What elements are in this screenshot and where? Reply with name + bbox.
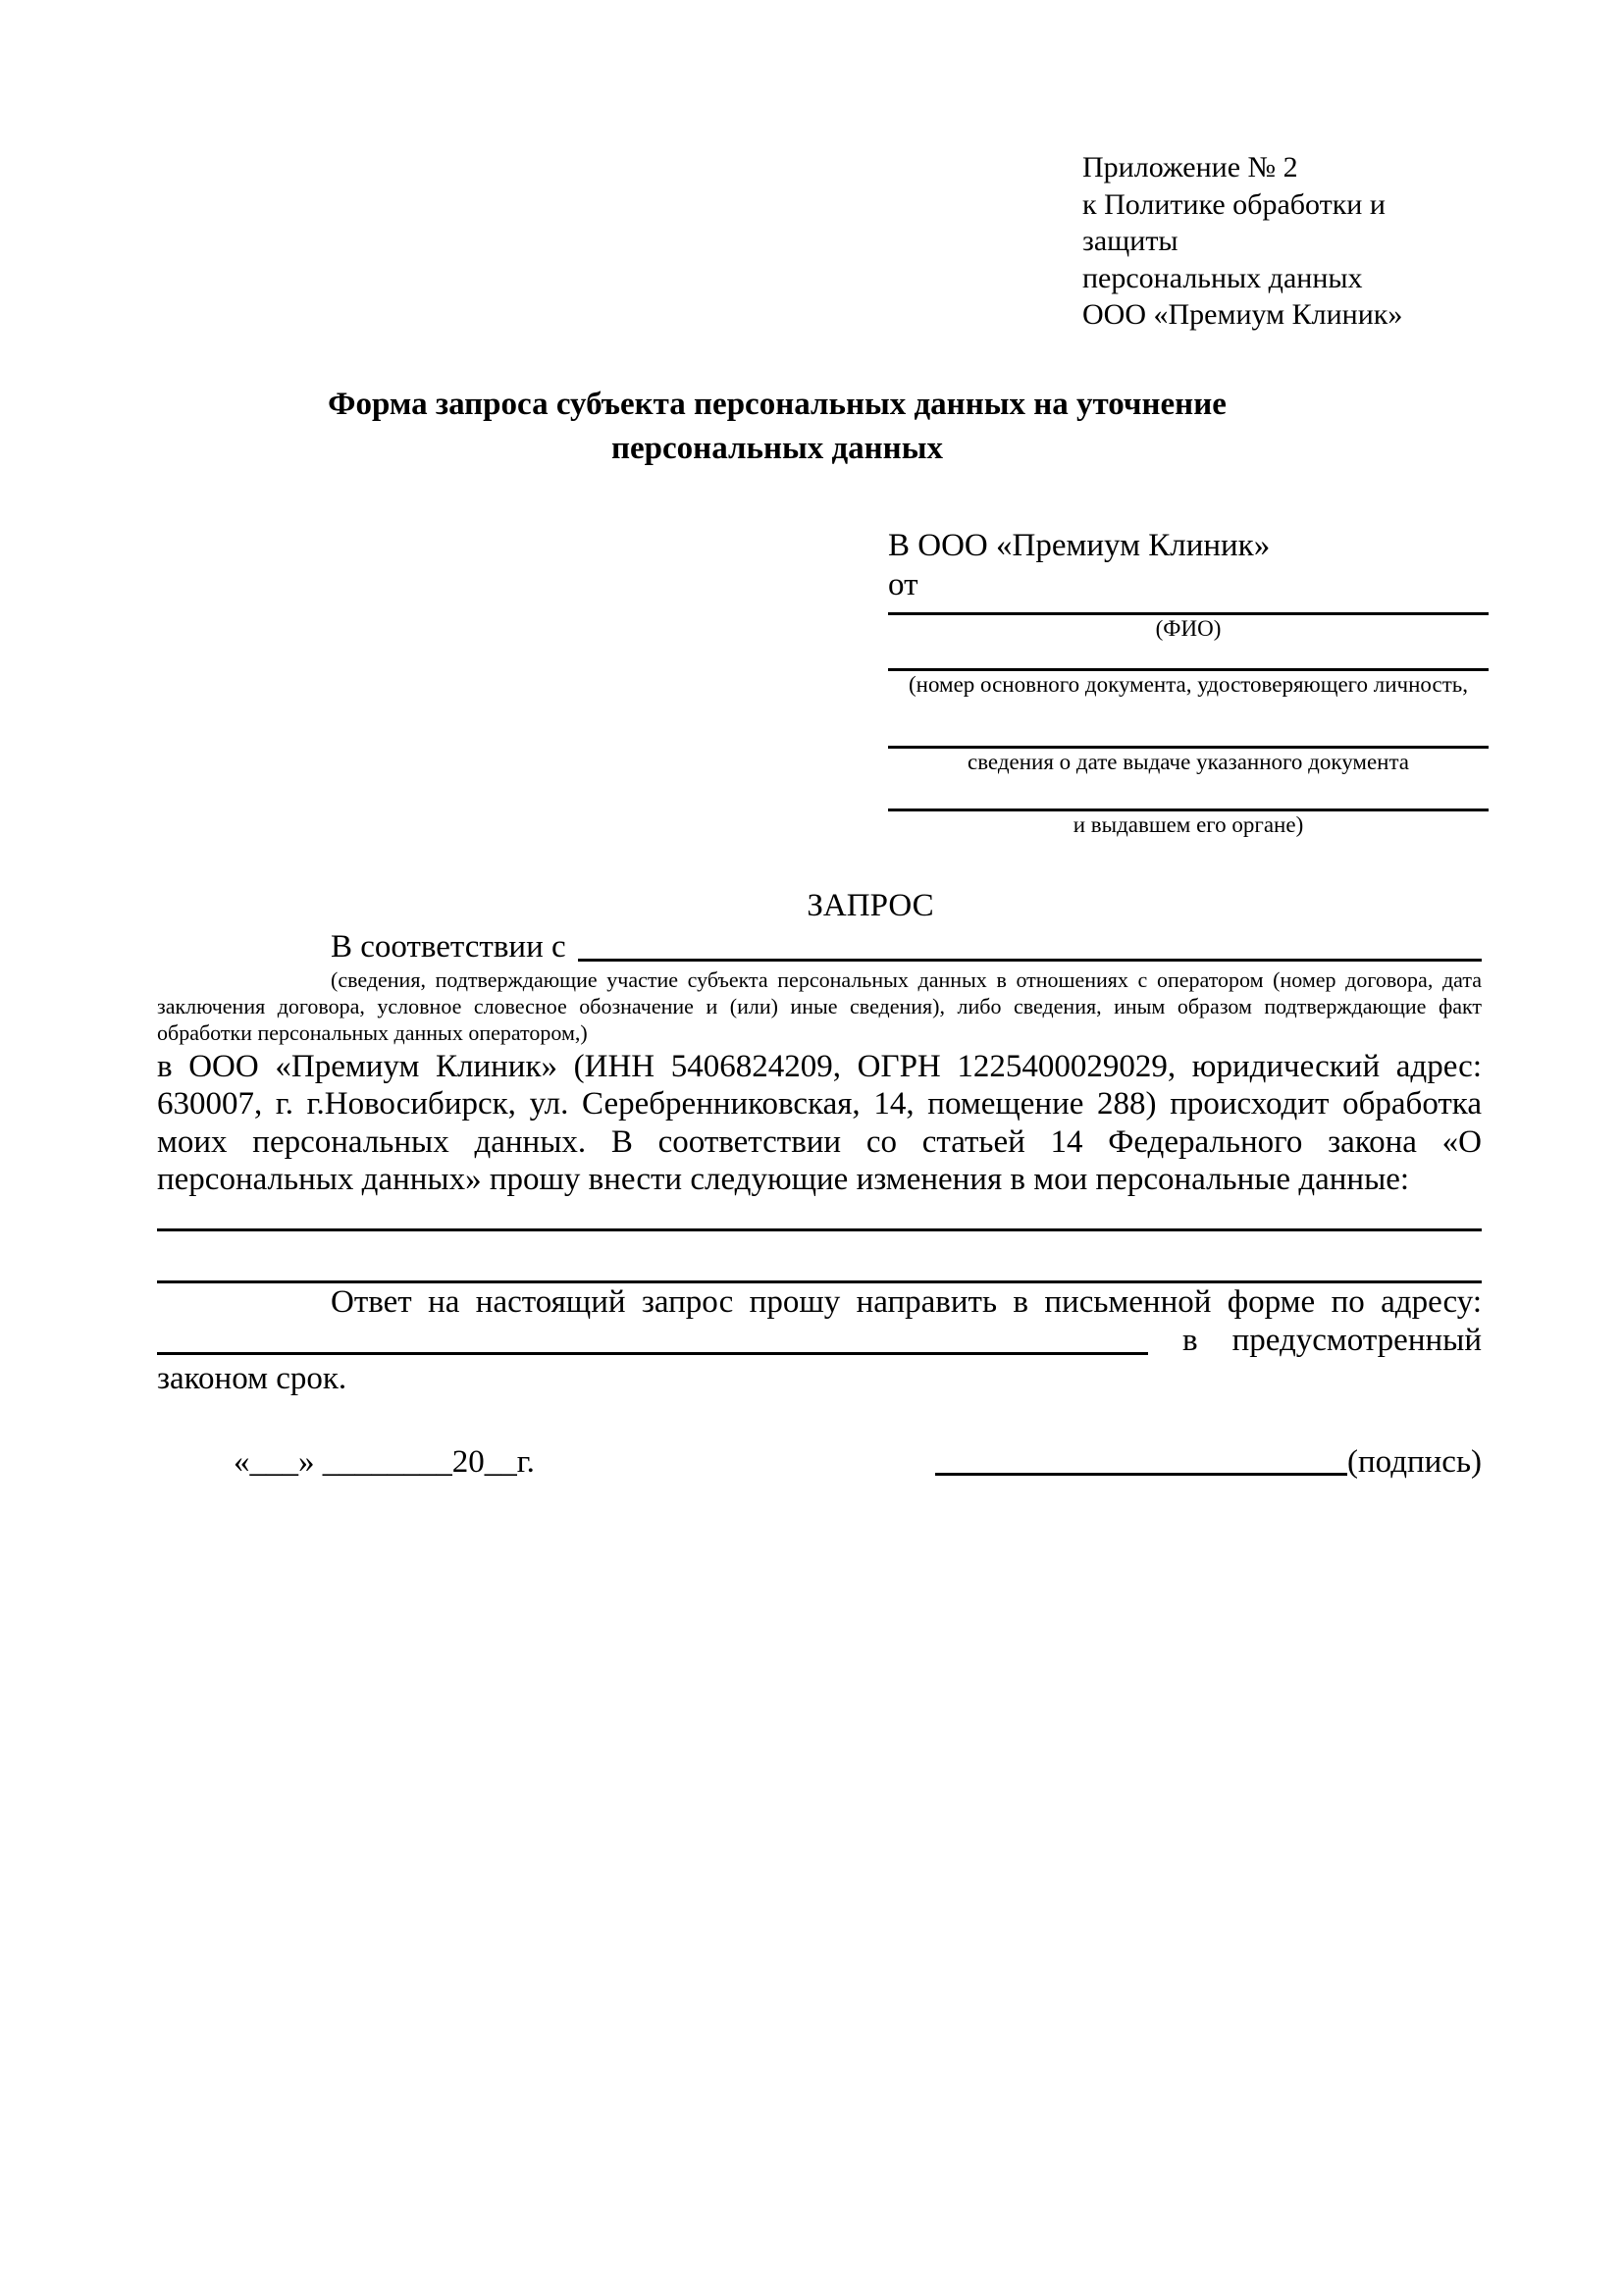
response-word-predusmotrennyj: предусмотренный bbox=[1231, 1322, 1482, 1358]
accordance-note: (сведения, подтверждающие участие субъекта персональных данных в отношениях с оператором (номер договора, дата заключения договора, условное словесное обозначение и (или) иные сведения), либо сведения, иным образом подтверждающие факт обработки персональных данных оператором,) bbox=[157, 966, 1482, 1045]
document-title: Форма запроса субъекта персональных данных на уточнение персональных данных bbox=[328, 386, 1227, 466]
appendix-line: персональных данных bbox=[1082, 261, 1363, 294]
document-number-field bbox=[888, 668, 1489, 699]
issue-date-field bbox=[888, 746, 1489, 776]
appendix-line: Приложение № 2 bbox=[1082, 151, 1298, 183]
date-signature-row bbox=[157, 1443, 1482, 1482]
response-address-row bbox=[157, 1322, 1482, 1360]
document-number-caption: (номер основного документа, удостоверяющего личность, bbox=[908, 671, 1468, 697]
appendix-line: ООО «Премиум Клиник» bbox=[1082, 298, 1403, 331]
accordance-row bbox=[157, 927, 1482, 966]
issuing-authority-caption: и выдавшем его органе) bbox=[1073, 811, 1304, 837]
signature-caption: (подпись) bbox=[1347, 1443, 1482, 1480]
appendix-block bbox=[1082, 149, 1482, 334]
fio-field bbox=[888, 612, 1489, 643]
accordance-blank-line bbox=[578, 927, 1482, 962]
changes-blank-line-1 bbox=[157, 1199, 1482, 1231]
response-paragraph-line1: Ответ на настоящий запрос прошу направить в письменной форме по адресу: bbox=[331, 1283, 1482, 1320]
signature-blank-line bbox=[935, 1473, 1347, 1476]
request-heading: ЗАПРОС bbox=[807, 887, 934, 923]
addressee-to: В ООО «Премиум Клиник» bbox=[888, 527, 1271, 563]
signature-field bbox=[935, 1443, 1482, 1482]
addressee-block bbox=[888, 526, 1489, 839]
issuing-authority-field bbox=[888, 809, 1489, 839]
response-paragraph-line3: законом срок. bbox=[157, 1360, 347, 1396]
fio-caption: (ФИО) bbox=[1155, 615, 1222, 641]
response-address-blank-line bbox=[157, 1352, 1148, 1355]
issue-date-caption: сведения о дате выдаче указанного документа bbox=[967, 749, 1410, 774]
request-body: в ООО «Премиум Клиник» (ИНН 5406824209, ОГРН 1225400029029, юридический адрес: 630007, г. г.Новосибирск, ул. Серебренниковская, 14, помещение 288) происходит обработка моих персональных данных. В соответствии со статьей 14 Федерального закона «О персональных данных» прошу внести следующие изменения в мои персональные данные: bbox=[157, 1048, 1482, 1197]
response-word-v: в bbox=[1182, 1322, 1198, 1358]
date-blank: «___» ________20__г. bbox=[234, 1443, 535, 1480]
changes-blank-line-2 bbox=[157, 1231, 1482, 1283]
accordance-label: В соответствии с bbox=[331, 928, 566, 965]
appendix-line: к Политике обработки и защиты bbox=[1082, 187, 1386, 257]
addressee-from-label: от bbox=[888, 566, 918, 602]
